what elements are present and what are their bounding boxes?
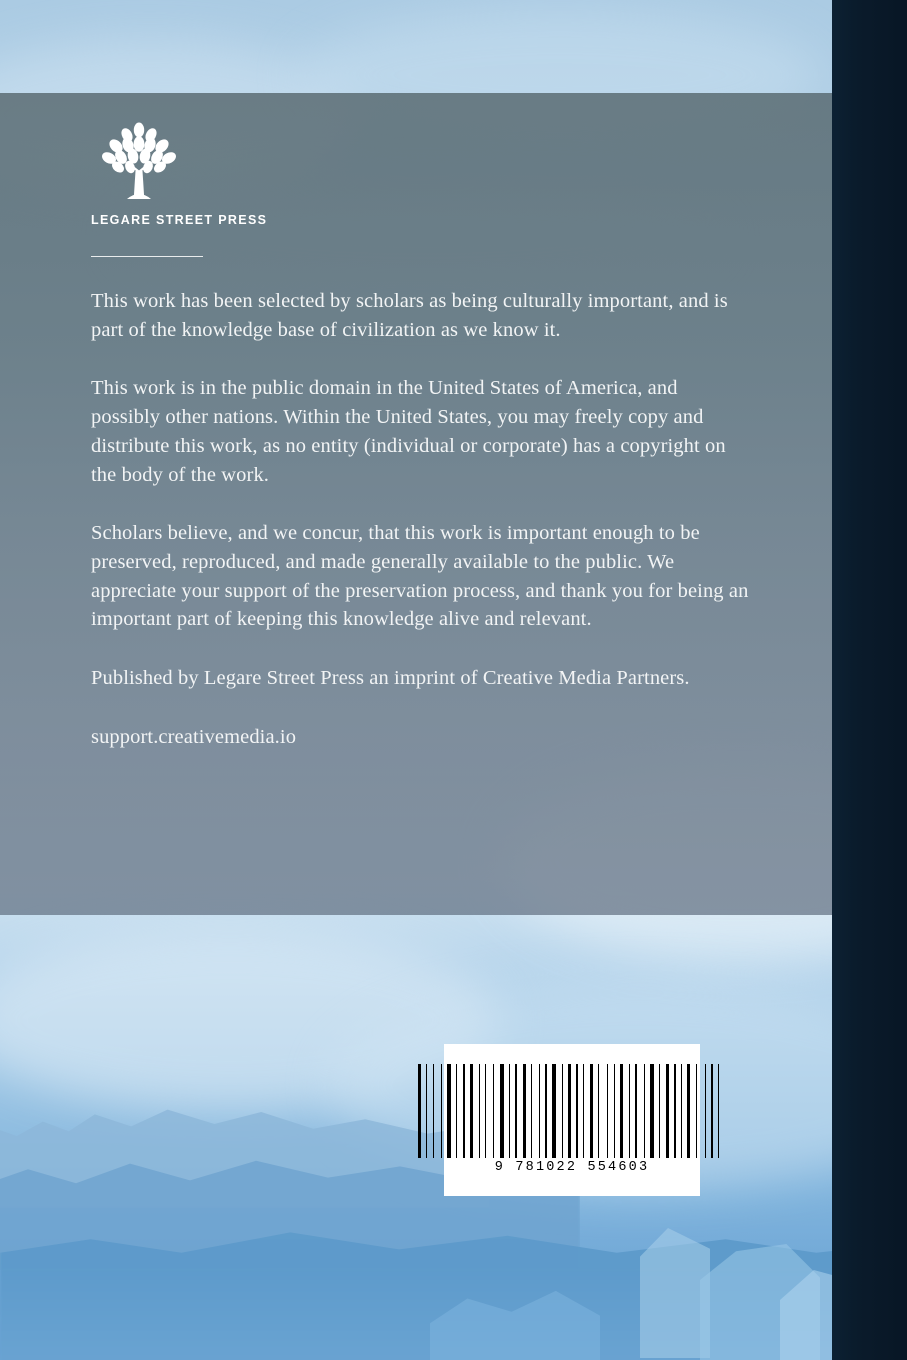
paragraph-2: This work is in the public domain in the United States of America, and possibly other nations. Within the United States, you may freely copy and distribute this work, as no entity (individual or corporate) has a copyright on the body of the work. [91,377,726,486]
cover-copy [91,287,751,751]
book-spine [832,0,907,1360]
paragraph-1: This work has been selected by scholars as being culturally important, and is part of the knowledge base of civilization as we know it. [91,290,728,341]
barcode [444,1044,700,1196]
divider [91,256,203,257]
publisher-name: LEGARE STREET PRESS [91,213,268,227]
iceberg-shape [640,1228,710,1358]
text-panel [0,93,832,915]
paragraph-4: Published by Legare Street Press an imprint of Creative Media Partners. [91,667,690,690]
barcode-bars [418,1064,726,1158]
paragraph-3: Scholars believe, and we concur, that this work is important enough to be preserved, reproduced, and made generally available to the public. We appreciate your support of the preservation process, and thank you for being an important part of keeping this knowledge alive and relevant. [91,522,749,631]
tree-logo-icon [91,121,187,201]
panel-content [91,121,751,751]
support-url[interactable]: support.creativemedia.io [91,725,297,748]
barcode-number: 9 781022 554603 [494,1160,650,1175]
